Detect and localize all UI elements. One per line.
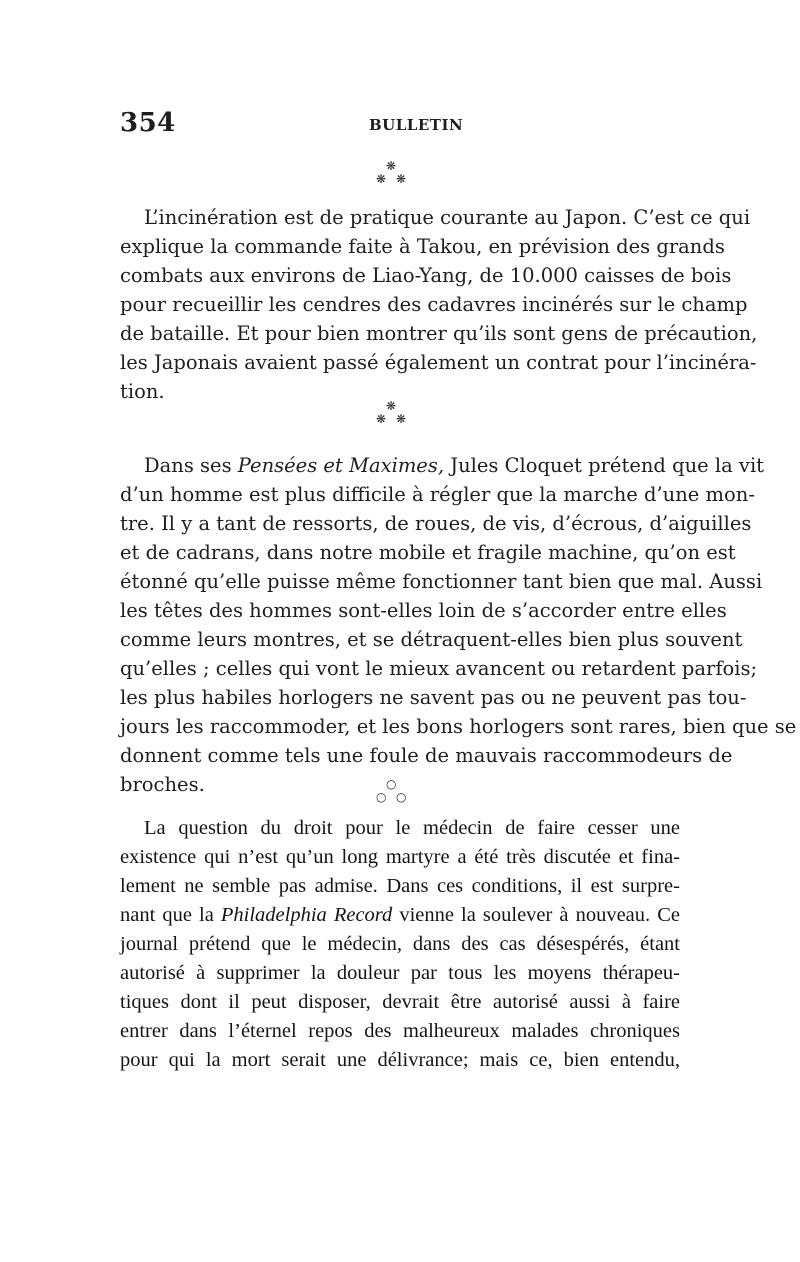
text-segment: nant que la — [120, 904, 221, 926]
running-title: BULLETIN — [369, 116, 464, 134]
text-line: La question du droit pour le médecin de faire cesser une — [144, 817, 680, 839]
text-line — [120, 901, 680, 930]
newspaper-title: Philadelphia Record — [220, 904, 393, 926]
ornament-star-icon: ❋ — [396, 172, 407, 186]
paragraph-cloquet — [120, 451, 797, 799]
text-line: d’un homme est plus difficile à régler que la marche d’une mon- — [120, 483, 755, 506]
text-line: autorisé à supprimer la douleur par tous les moyens thérapeu- — [120, 962, 680, 984]
text-line: explique la commande faite à Takou, en prévision des grands — [120, 235, 725, 258]
section-ornament-1 — [362, 160, 422, 192]
page-number: 354 — [120, 108, 176, 138]
text-line: les têtes des hommes sont-elles loin de s’accorder entre elles — [120, 599, 727, 622]
ornament-star-icon: ❋ — [376, 412, 387, 426]
text-segment: Jules Cloquet prétend que la vit — [444, 454, 765, 477]
text-line: pour recueillir les cendres des cadavres incinérés sur le champ — [120, 293, 748, 316]
section-ornament-2 — [362, 400, 422, 432]
ornament-star-icon: ❋ — [386, 159, 397, 173]
text-line: donnent comme tels une foule de mauvais raccommodeurs de — [120, 744, 733, 767]
text-line: tre. Il y a tant de ressorts, de roues, de vis, d’écrous, d’aiguilles — [120, 512, 752, 535]
ornament-circle-icon: ○ — [376, 790, 387, 804]
text-segment: vienne la soulever à nouveau. Ce — [392, 904, 680, 926]
paragraph-euthanasia — [120, 814, 680, 1075]
text-line — [120, 451, 765, 480]
text-line: lement ne semble pas admise. Dans ces conditions, il est surpre- — [120, 875, 680, 897]
ornament-circle-icon: ○ — [386, 777, 397, 791]
paragraph-incineration — [120, 203, 758, 406]
text-line: les Japonais avaient passé également un contrat pour l’incinéra- — [120, 351, 757, 374]
text-line: L’incinération est de pratique courante au Japon. C’est ce qui — [144, 206, 751, 229]
book-title: Pensées et Maximes, — [237, 454, 445, 477]
text-line: étonné qu’elle puisse même fonctionner tant bien que mal. Aussi — [120, 570, 763, 593]
text-line: jours les raccommoder, et les bons horlogers sont rares, bien que se — [120, 715, 797, 738]
text-line: tiques dont il peut disposer, devrait être autorisé aussi à faire — [120, 991, 680, 1013]
text-line: journal prétend que le médecin, dans des cas désespérés, étant — [120, 933, 680, 955]
ornament-circle-icon: ○ — [396, 790, 407, 804]
text-line: les plus habiles horlogers ne savent pas ou ne peuvent pas tou- — [120, 686, 747, 709]
text-line: comme leurs montres, et se détraquent-elles bien plus souvent — [120, 628, 743, 651]
text-line: qu’elles ; celles qui vont le mieux avancent ou retardent parfois; — [120, 657, 758, 680]
ornament-star-icon: ❋ — [376, 172, 387, 186]
text-line: entrer dans l’éternel repos des malheureux malades chroniques — [120, 1020, 680, 1042]
section-ornament-3 — [362, 778, 422, 810]
text-line: broches. — [120, 773, 205, 796]
text-line: et de cadrans, dans notre mobile et fragile machine, qu’on est — [120, 541, 736, 564]
text-line: de bataille. Et pour bien montrer qu’ils sont gens de précaution, — [120, 322, 758, 345]
text-line: combats aux environs de Liao-Yang, de 10.000 caisses de bois — [120, 264, 732, 287]
text-line: existence qui n’est qu’un long martyre a été très discutée et fina- — [120, 846, 680, 868]
text-line: pour qui la mort serait une délivrance; mais ce, bien entendu, — [120, 1049, 680, 1071]
text-segment: Dans ses — [144, 454, 238, 477]
ornament-star-icon: ❋ — [396, 412, 407, 426]
ornament-star-icon: ❋ — [386, 399, 397, 413]
text-line: tion. — [120, 380, 165, 403]
